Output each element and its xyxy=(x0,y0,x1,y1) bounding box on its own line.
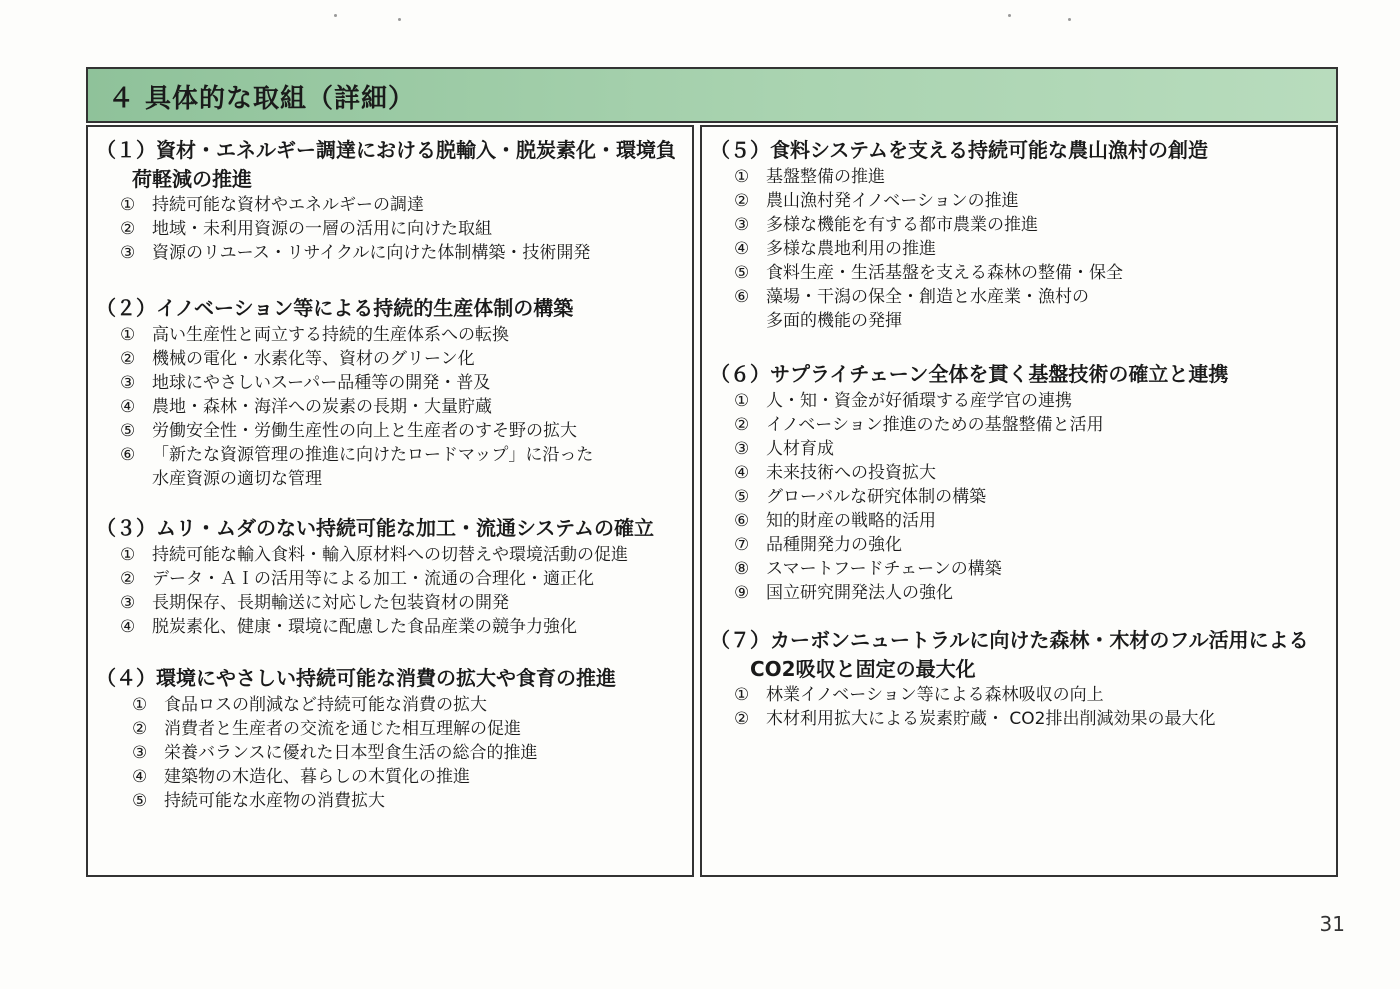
list-item: ⑥ 藻場・干潟の保全・創造と水産業・漁村の xyxy=(734,287,1089,307)
section-4 xyxy=(96,663,616,813)
section-1-title-cont: 荷軽減の推進 xyxy=(132,167,252,191)
section-6-title: （６）サプライチェーン全体を貫く基盤技術の確立と連携 xyxy=(710,362,1229,386)
list-item: ④ 未来技術への投資拡大 xyxy=(734,463,936,483)
list-item: ⑤ 労働安全性・労働生産性の向上と生産者のすそ野の拡大 xyxy=(120,421,577,441)
section-2-title: （２）イノベーション等による持続的生産体制の構築 xyxy=(96,296,574,320)
right-panel xyxy=(700,125,1338,877)
slide-frame xyxy=(86,67,1338,877)
list-item: ① 食品ロスの削減など持続可能な消費の拡大 xyxy=(132,695,487,715)
scan-speck xyxy=(1068,18,1071,21)
list-item: ② 地域・未利用資源の一層の活用に向けた取組 xyxy=(120,219,492,239)
list-item: ① 林業イノベーション等による森林吸収の向上 xyxy=(734,685,1104,705)
section-7 xyxy=(710,625,1309,731)
list-item: ③ 栄養バランスに優れた日本型食生活の総合的推進 xyxy=(132,743,538,763)
list-item: ⑥ 知的財産の戦略的活用 xyxy=(734,511,936,531)
list-item: ⑥ 「新たな資源管理の推進に向けたロードマップ」に沿った xyxy=(120,445,594,465)
list-item: ② イノベーション推進のための基盤整備と活用 xyxy=(734,415,1104,435)
scan-speck xyxy=(1008,14,1011,17)
list-item: ③ 人材育成 xyxy=(734,439,834,459)
section-2 xyxy=(96,293,593,491)
section-7-title: （７）カーボンニュートラルに向けた森林・木材のフル活用による xyxy=(710,628,1309,652)
section-header xyxy=(86,67,1338,123)
list-item: ① 持続可能な輸入食料・輸入原材料への切替えや環境活動の促進 xyxy=(120,545,628,565)
section-1-title: （１）資材・エネルギー調達における脱輸入・脱炭素化・環境負 xyxy=(96,138,676,162)
list-item: ⑧ スマートフードチェーンの構築 xyxy=(734,559,1002,579)
section-7-title-cont: CO2吸収と固定の最大化 xyxy=(750,657,976,681)
list-item: ④ 脱炭素化、健康・環境に配慮した食品産業の競争力強化 xyxy=(120,617,577,637)
section-6 xyxy=(710,359,1228,605)
list-item: ② データ・ＡＩの活用等による加工・流通の合理化・適正化 xyxy=(120,569,594,589)
list-item: ③ 資源のリユース・リサイクルに向けた体制構築・技術開発 xyxy=(120,243,591,263)
list-item: ⑦ 品種開発力の強化 xyxy=(734,535,902,555)
list-item: ① 持続可能な資材やエネルギーの調達 xyxy=(120,195,424,215)
section-3-title: （３）ムリ・ムダのない持続可能な加工・流通システムの確立 xyxy=(96,516,654,540)
section-5-title: （５）食料システムを支える持続可能な農山漁村の創造 xyxy=(710,138,1208,162)
list-item: ⑤ 持続可能な水産物の消費拡大 xyxy=(132,791,385,811)
section-4-title: （４）環境にやさしい持続可能な消費の拡大や食育の推進 xyxy=(96,666,616,690)
list-item: ① 人・知・資金が好循環する産学官の連携 xyxy=(734,391,1072,411)
section-1 xyxy=(96,135,676,265)
list-item-cont: 多面的機能の発揮 xyxy=(766,311,902,331)
list-item: ② 農山漁村発イノベーションの推進 xyxy=(734,191,1019,211)
list-item-cont: 水産資源の適切な管理 xyxy=(152,469,322,489)
list-item: ① 基盤整備の推進 xyxy=(734,167,885,187)
page-number: 31 xyxy=(1319,912,1345,936)
list-item: ④ 建築物の木造化、暮らしの木質化の推進 xyxy=(132,767,470,787)
left-panel xyxy=(86,125,694,877)
list-item: ⑤ 食料生産・生活基盤を支える森林の整備・保全 xyxy=(734,263,1123,283)
list-item: ③ 多様な機能を有する都市農業の推進 xyxy=(734,215,1038,235)
list-item: ① 高い生産性と両立する持続的生産体系への転換 xyxy=(120,325,509,345)
list-item: ② 消費者と生産者の交流を通じた相互理解の促進 xyxy=(132,719,521,739)
page-title: ４ 具体的な取組（詳細） xyxy=(108,84,416,114)
list-item: ③ 長期保存、長期輸送に対応した包装資材の開発 xyxy=(120,593,509,613)
section-5 xyxy=(710,135,1208,333)
list-item: ⑨ 国立研究開発法人の強化 xyxy=(734,583,953,603)
list-item: ④ 農地・森林・海洋への炭素の長期・大量貯蔵 xyxy=(120,397,492,417)
list-item: ② 機械の電化・水素化等、資材のグリーン化 xyxy=(120,349,475,369)
list-item: ④ 多様な農地利用の推進 xyxy=(734,239,936,259)
list-item: ③ 地球にやさしいスーパー品種等の開発・普及 xyxy=(120,373,491,393)
list-item: ⑤ グローバルな研究体制の構築 xyxy=(734,487,987,507)
section-3 xyxy=(96,513,654,639)
scan-speck xyxy=(398,18,401,21)
scan-speck xyxy=(334,14,337,17)
list-item: ② 木材利用拡大による炭素貯蔵・ CO2排出削減効果の最大化 xyxy=(734,709,1216,729)
